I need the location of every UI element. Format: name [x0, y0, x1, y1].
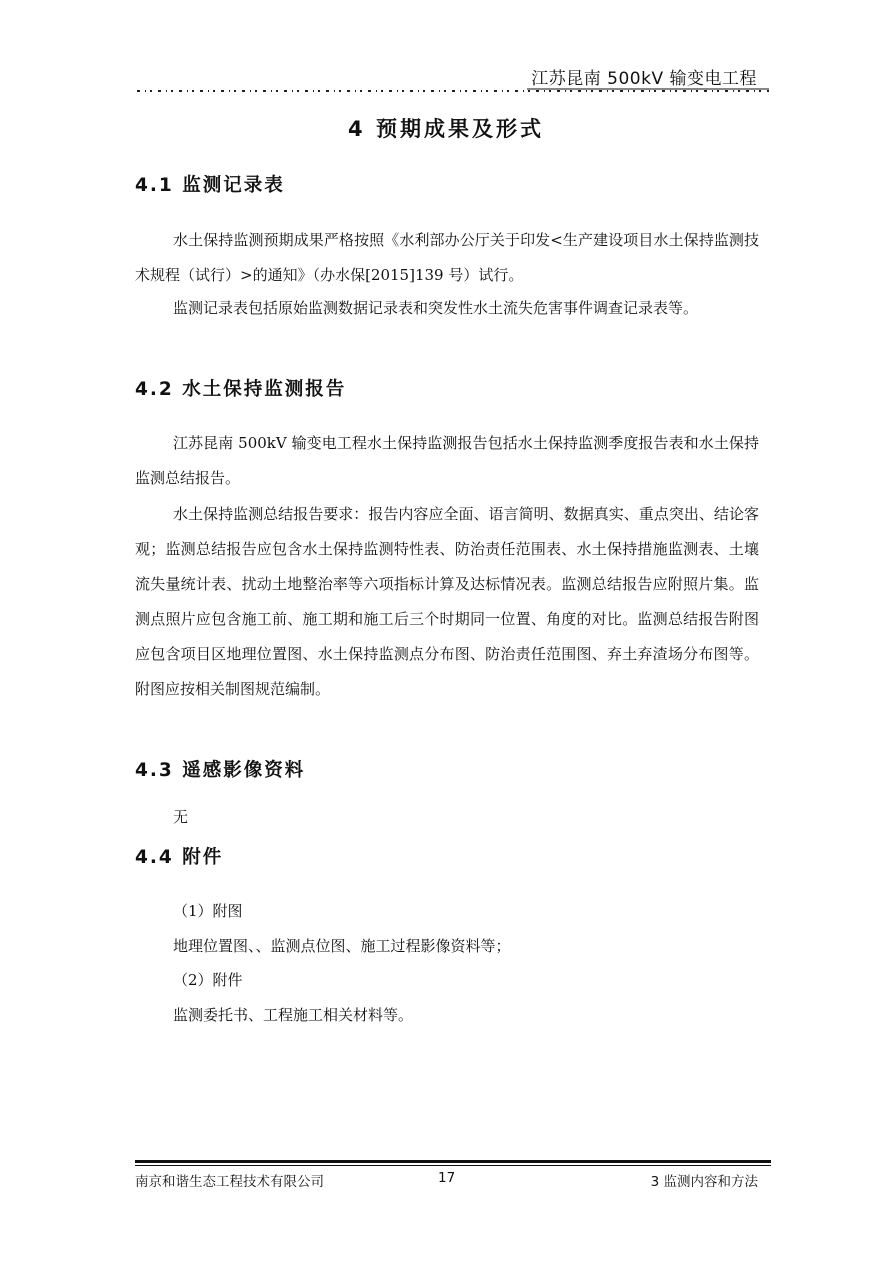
paragraph: 水土保持监测总结报告要求：报告内容应全面、语言简明、数据真实、重点突出、结论客观；监测总结报告应包含水土保持监测特性表、防治责任范围表、水土保持措施监测表、土壤流失量统计表、扰动土地整治率等六项指标计算及达标情况表。监测总结报告应附照片集。监测点照片应包含施工前、施工期和施工后三个时期同一位置、角度的对比。监测总结报告附图应包含项目区地理位置图、水土保持监测点分布图、防治责任范围图、弃土弃渣场分布图等。附图应按相关制图规范编制。: [135, 505, 759, 698]
footer-chapter: 3 监测内容和方法: [650, 1174, 758, 1190]
header-decorative-rule: [137, 88, 769, 94]
paragraph: 水土保持监测预期成果严格按照《水利部办公厅关于印发<生产建设项目水土保持监测技术规程（试行）>的通知》（办水保[2015]139 号）试行。: [135, 231, 759, 284]
section-heading-4-1: 4.1 监测记录表: [135, 175, 285, 196]
paragraph: 江苏昆南 500kV 输变电工程水土保持监测报告包括水土保持监测季度报告表和水土保持监测总结报告。: [135, 434, 759, 487]
paragraph: 监测记录表包括原始监测数据记录表和突发性水土流失危害事件调查记录表等。: [173, 299, 699, 317]
paragraph: 无: [173, 808, 189, 826]
page-number: 17: [438, 1170, 456, 1186]
footer-rule-thick: [135, 1160, 771, 1163]
footer-rule: [135, 1160, 771, 1166]
footer-rule-thin: [135, 1165, 771, 1166]
section-heading-4-2: 4.2 水土保持监测报告: [135, 379, 347, 400]
footer-company: 南京和谐生态工程技术有限公司: [135, 1174, 324, 1190]
header-title: 江苏昆南 500kV 输变电工程: [531, 69, 757, 89]
list-item: （1）附图: [173, 902, 243, 920]
list-item: 监测委托书、工程施工相关材料等。: [173, 1006, 414, 1024]
section-heading-4-3: 4.3 遥感影像资料: [135, 760, 306, 781]
list-item: 地理位置图、、监测点位图、施工过程影像资料等；: [173, 937, 511, 955]
section-heading-4-4: 4.4 附件: [135, 847, 224, 868]
list-item: （2）附件: [173, 971, 243, 989]
chapter-title: 4 预期成果及形式: [348, 117, 544, 141]
